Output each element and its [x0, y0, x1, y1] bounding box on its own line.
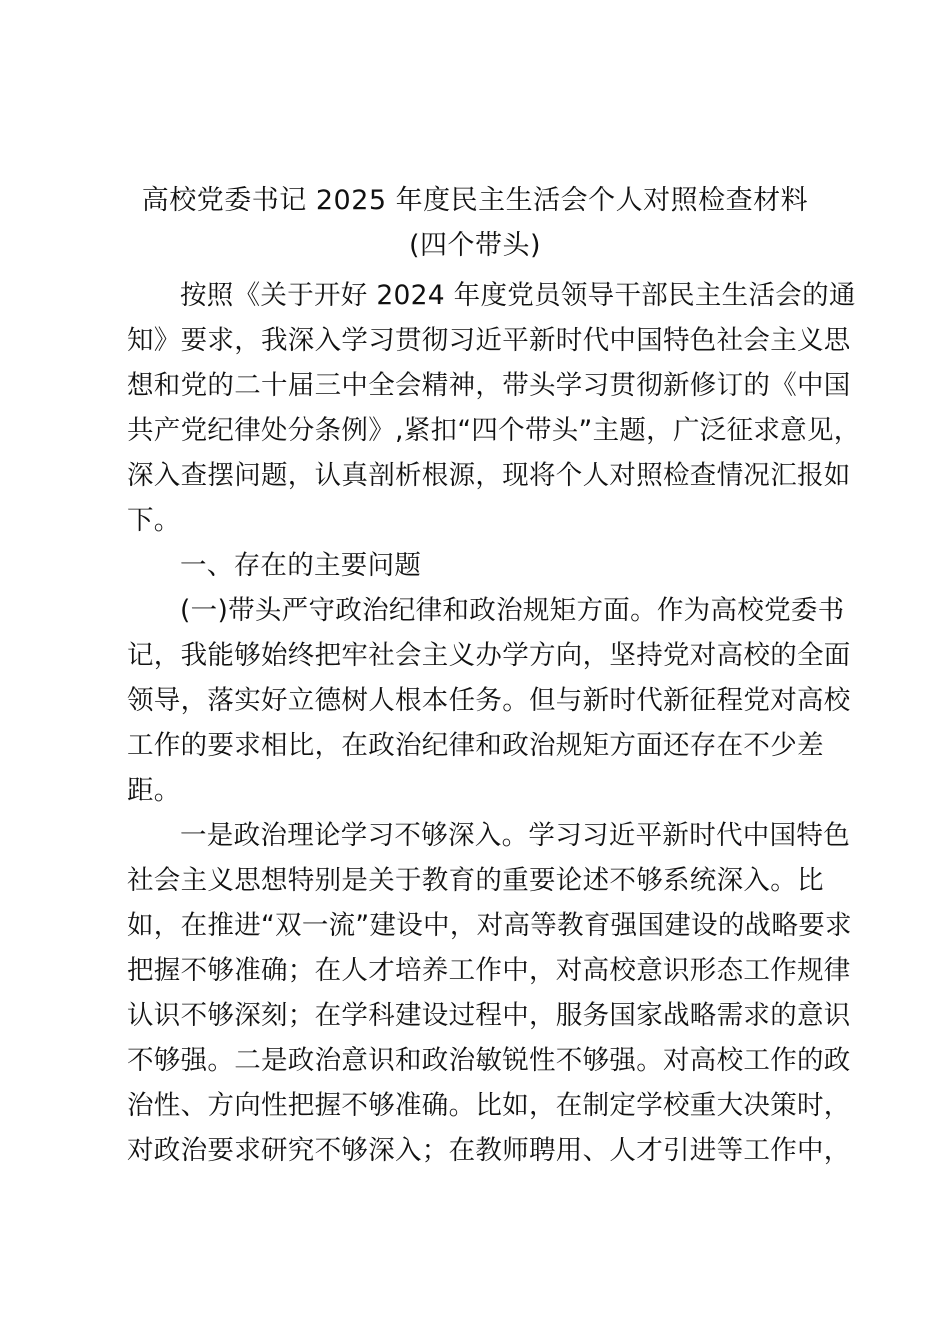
paragraph-line: 领导，落实好立德树人根本任务。但与新时代新征程党对高校 [127, 685, 851, 716]
paragraph-line: 距。 [127, 775, 181, 806]
paragraph-line: 对政治要求研究不够深入；在教师聘用、人才引进等工作中， [127, 1135, 851, 1166]
paragraph-line: 治性、方向性把握不够准确。比如，在制定学校重大决策时， [127, 1090, 851, 1121]
paragraph-line: 下。 [127, 505, 181, 536]
paragraph-line: 按照《关于开好 2024 年度党员领导干部民主生活会的通 [180, 280, 856, 311]
paragraph-line: 如，在推进“双一流”建设中，对高等教育强国建设的战略要求 [127, 910, 852, 941]
paragraph-line: 社会主义思想特别是关于教育的重要论述不够系统深入。比 [127, 865, 824, 896]
paragraph-line: 深入查摆问题，认真剖析根源，现将个人对照检查情况汇报如 [127, 460, 851, 491]
paragraph-line: (一)带头严守政治纪律和政治规矩方面。作为高校党委书 [180, 595, 845, 626]
paragraph-line: 知》要求，我深入学习贯彻习近平新时代中国特色社会主义思 [127, 325, 851, 356]
section-heading: 一、存在的主要问题 [180, 550, 422, 581]
document-title-line-2: (四个带头) [408, 230, 542, 261]
paragraph-line: 记，我能够始终把牢社会主义办学方向，坚持党对高校的全面 [127, 640, 851, 671]
paragraph-line: 把握不够准确；在人才培养工作中，对高校意识形态工作规律 [127, 955, 851, 986]
paragraph-line: 不够强。二是政治意识和政治敏锐性不够强。对高校工作的政 [127, 1045, 851, 1076]
paragraph-line: 认识不够深刻；在学科建设过程中，服务国家战略需求的意识 [127, 1000, 851, 1031]
paragraph-line: 共产党纪律处分条例》,紧扣“四个带头”主题，广泛征求意见， [127, 415, 861, 446]
paragraph-line: 一是政治理论学习不够深入。学习习近平新时代中国特色 [180, 820, 850, 851]
document-title-line-1: 高校党委书记 2025 年度民主生活会个人对照检查材料 [141, 185, 809, 216]
paragraph-line: 工作的要求相比，在政治纪律和政治规矩方面还存在不少差 [127, 730, 824, 761]
paragraph-line: 想和党的二十届三中全会精神，带头学习贯彻新修订的《中国 [127, 370, 851, 401]
